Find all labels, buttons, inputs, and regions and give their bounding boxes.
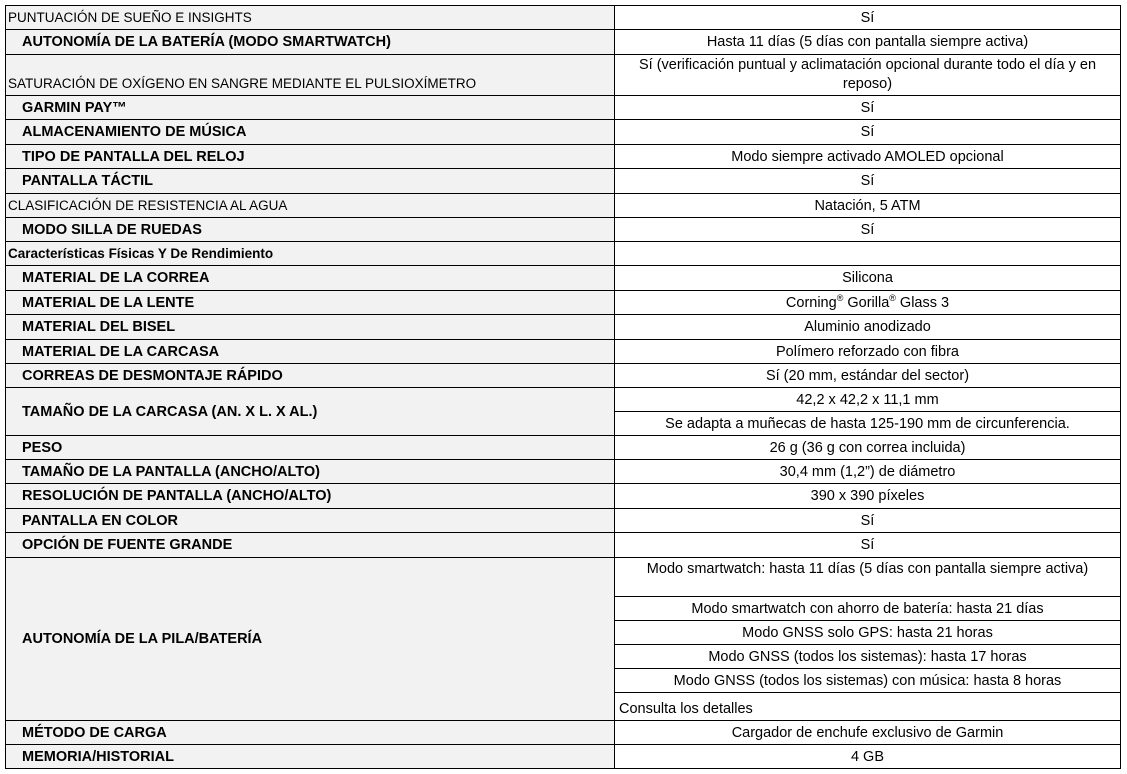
spec-value: Sí (615, 169, 1121, 194)
section-heading: Características Físicas Y De Rendimiento (6, 242, 615, 266)
spec-value: Sí (615, 96, 1121, 120)
spec-value: Natación, 5 ATM (615, 194, 1121, 218)
spec-value: 26 g (36 g con correa incluida) (615, 436, 1121, 460)
table-row (6, 388, 1121, 412)
spec-label: PANTALLA TÁCTIL (6, 169, 615, 194)
table-row (6, 340, 1121, 364)
spec-label: GARMIN PAY™ (6, 96, 615, 120)
spec-value: Silicona (615, 266, 1121, 291)
spec-value: Sí (615, 6, 1121, 30)
spec-label: MATERIAL DE LA CORREA (6, 266, 615, 291)
table-row (6, 194, 1121, 218)
table-row (6, 558, 1121, 597)
table-row (6, 145, 1121, 169)
table-row (6, 533, 1121, 558)
spec-value (615, 291, 1121, 315)
table-row (6, 6, 1121, 30)
spec-value: Se adapta a muñecas de hasta 125-190 mm de circunferencia. (615, 412, 1121, 436)
registered-mark: ® (889, 292, 896, 303)
spec-label: OPCIÓN DE FUENTE GRANDE (6, 533, 615, 558)
spec-label: PUNTUACIÓN DE SUEÑO E INSIGHTS (6, 6, 615, 30)
spec-value: Modo GNSS solo GPS: hasta 21 horas (615, 621, 1121, 645)
spec-value: 42,2 x 42,2 x 11,1 mm (615, 388, 1121, 412)
spec-label: PANTALLA EN COLOR (6, 509, 615, 533)
table-row (6, 96, 1121, 120)
table-row (6, 484, 1121, 509)
spec-value (615, 242, 1121, 266)
spec-label: AUTONOMÍA DE LA BATERÍA (MODO SMARTWATCH) (6, 30, 615, 55)
spec-value: Aluminio anodizado (615, 315, 1121, 340)
spec-label: AUTONOMÍA DE LA PILA/BATERÍA (6, 558, 615, 721)
spec-label: CORREAS DE DESMONTAJE RÁPIDO (6, 364, 615, 388)
spec-label: PESO (6, 436, 615, 460)
spec-value: Modo GNSS (todos los sistemas): hasta 17 horas (615, 645, 1121, 669)
table-row (6, 364, 1121, 388)
spec-label: MATERIAL DE LA LENTE (6, 291, 615, 315)
spec-label: MATERIAL DE LA CARCASA (6, 340, 615, 364)
section-header-row (6, 242, 1121, 266)
spec-value: Cargador de enchufe exclusivo de Garmin (615, 721, 1121, 745)
value-part: Corning (785, 294, 837, 311)
spec-label: TAMAÑO DE LA CARCASA (AN. X L. X AL.) (6, 388, 615, 436)
spec-value: Hasta 11 días (5 días con pantalla siempre activa) (615, 30, 1121, 55)
table-row (6, 30, 1121, 55)
spec-label: MODO SILLA DE RUEDAS (6, 218, 615, 242)
spec-label: MATERIAL DEL BISEL (6, 315, 615, 340)
spec-value: Polímero reforzado con fibra (615, 340, 1121, 364)
details-link[interactable]: Consulta los detalles (615, 693, 1121, 721)
table-row (6, 745, 1121, 769)
value-part: Glass 3 (895, 294, 950, 311)
specifications-table (5, 5, 1121, 769)
spec-value: Modo siempre activado AMOLED opcional (615, 145, 1121, 169)
spec-value: Sí (20 mm, estándar del sector) (615, 364, 1121, 388)
spec-label: MEMORIA/HISTORIAL (6, 745, 615, 769)
spec-label: ALMACENAMIENTO DE MÚSICA (6, 120, 615, 145)
spec-label: TAMAÑO DE LA PANTALLA (ANCHO/ALTO) (6, 460, 615, 484)
spec-value: 30,4 mm (1,2”) de diámetro (615, 460, 1121, 484)
value-part: Gorilla (843, 294, 890, 311)
table-row (6, 315, 1121, 340)
spec-label: RESOLUCIÓN DE PANTALLA (ANCHO/ALTO) (6, 484, 615, 509)
table-row (6, 721, 1121, 745)
table-row (6, 266, 1121, 291)
spec-value: Sí (615, 533, 1121, 558)
table-row (6, 218, 1121, 242)
spec-label: CLASIFICACIÓN DE RESISTENCIA AL AGUA (6, 194, 615, 218)
spec-value: 4 GB (615, 745, 1121, 769)
spec-value: Modo GNSS (todos los sistemas) con música: hasta 8 horas (615, 669, 1121, 693)
spec-value: 390 x 390 píxeles (615, 484, 1121, 509)
spec-value: Sí (verificación puntual y aclimatación opcional durante todo el día y en reposo) (615, 55, 1121, 96)
table-row (6, 169, 1121, 194)
spec-label: MÉTODO DE CARGA (6, 721, 615, 745)
table-row (6, 509, 1121, 533)
spec-label: SATURACIÓN DE OXÍGENO EN SANGRE MEDIANTE EL PULSIOXÍMETRO (6, 55, 615, 96)
table-row (6, 291, 1121, 315)
table-row (6, 55, 1121, 96)
table-row (6, 436, 1121, 460)
registered-mark: ® (836, 292, 844, 303)
table-row (6, 120, 1121, 145)
spec-label: TIPO DE PANTALLA DEL RELOJ (6, 145, 615, 169)
spec-value: Modo smartwatch con ahorro de batería: hasta 21 días (615, 597, 1121, 621)
spec-value: Modo smartwatch: hasta 11 días (5 días con pantalla siempre activa) (615, 558, 1121, 597)
spec-value: Sí (615, 218, 1121, 242)
table-row (6, 460, 1121, 484)
spec-value: Sí (615, 509, 1121, 533)
spec-value: Sí (615, 120, 1121, 145)
